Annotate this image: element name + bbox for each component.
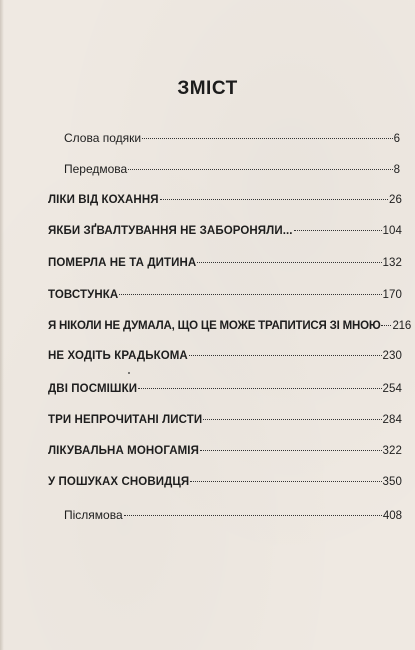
toc-entry	[48, 414, 402, 426]
toc-entry	[64, 508, 402, 522]
toc-entry-page: 322	[382, 445, 402, 457]
toc-entry	[48, 289, 402, 301]
dot-leader	[189, 355, 382, 356]
toc-entry-title: ПОМЕРЛА НЕ ТА ДИТИНА	[48, 257, 197, 269]
toc-entry-title: ТОВСТУНКА	[48, 289, 119, 301]
dot-leader	[119, 294, 381, 295]
toc-entry-title: ДВІ ПОСМІШКИ	[48, 383, 138, 395]
toc-entry	[48, 225, 402, 237]
toc-entry	[64, 131, 400, 145]
toc-entry	[48, 194, 402, 206]
toc-entry	[48, 445, 402, 457]
dot-leader	[200, 450, 382, 451]
toc-entry-title: У ПОШУКАХ СНОВИДЦЯ	[48, 476, 190, 488]
toc-entry-title: Слова подяки	[64, 131, 142, 145]
page-title: ЗМІСТ	[177, 78, 238, 99]
toc-entry-page: 6	[393, 133, 400, 145]
toc-entry-page: 230	[382, 350, 402, 362]
dot-leader	[294, 230, 382, 231]
toc-entry-page: 8	[393, 164, 400, 176]
toc-entry-page: 104	[382, 225, 402, 237]
dot-leader	[203, 419, 381, 420]
dot-leader	[128, 169, 392, 170]
toc-entry-title: ЯКБИ ЗҐВАЛТУВАННЯ НЕ ЗАБОРОНЯЛИ...	[48, 225, 293, 237]
toc-entry-title: Передмова	[64, 162, 128, 176]
toc-entry	[48, 383, 402, 395]
dot-leader	[142, 138, 393, 139]
toc-entry	[48, 257, 402, 269]
dot-leader	[190, 481, 381, 482]
toc-entry-title: Я НІКОЛИ НЕ ДУМАЛА, ЩО ЦЕ МОЖЕ ТРАПИТИСЯ ЗІ МНОЮ	[48, 320, 381, 332]
toc-entry-page: 284	[382, 414, 402, 426]
toc-entry-page: 216	[392, 320, 412, 332]
toc-entry-page: 132	[382, 257, 402, 269]
toc-entry-title: Післямова	[64, 508, 123, 522]
toc-entry-page: 350	[382, 476, 402, 488]
toc-entry-page: 26	[389, 194, 402, 206]
dot-leader	[138, 388, 381, 389]
toc-entry-page: 408	[382, 510, 402, 522]
dot-leader	[197, 262, 381, 263]
print-speck	[128, 372, 130, 374]
toc-entry	[48, 350, 402, 362]
toc-entry-title: ТРИ НЕПРОЧИТАНІ ЛИСТИ	[48, 414, 203, 426]
toc-entry-page: 170	[382, 289, 402, 301]
toc-entry	[64, 162, 400, 176]
dot-leader	[160, 199, 388, 200]
toc-entry-title: НЕ ХОДІТЬ КРАДЬКОМА	[48, 350, 188, 362]
toc-entry	[48, 476, 402, 488]
dot-leader	[381, 325, 391, 326]
toc-entry	[48, 320, 412, 332]
toc-entry-title: ЛІКУВАЛЬНА МОНОГАМІЯ	[48, 445, 199, 457]
dot-leader	[124, 515, 382, 516]
toc-entry-title: ЛІКИ ВІД КОХАННЯ	[48, 194, 159, 206]
toc-entry-page: 254	[382, 383, 402, 395]
